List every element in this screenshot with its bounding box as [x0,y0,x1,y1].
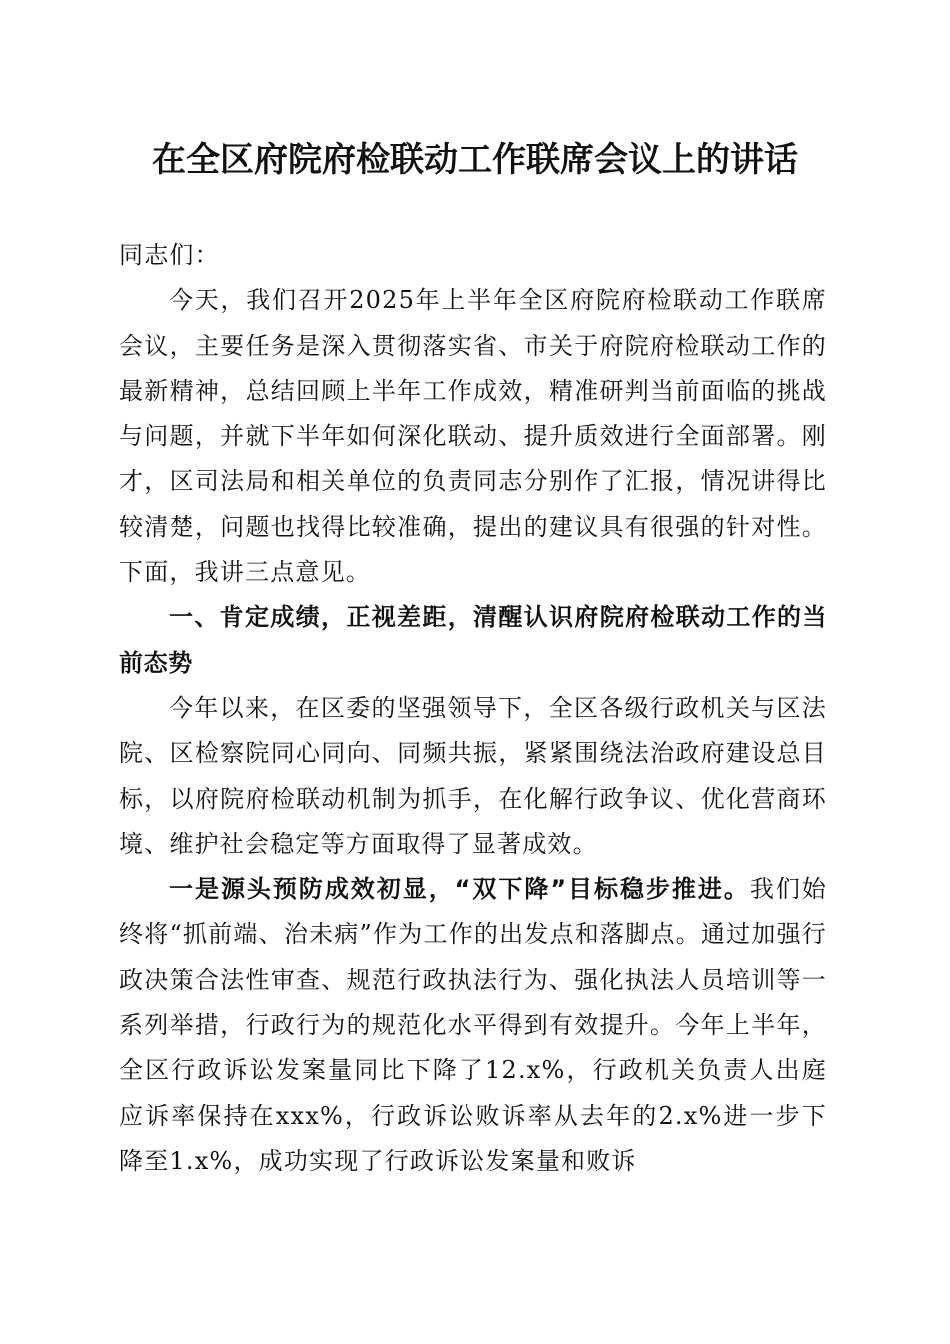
point-one-text: 我们始终将“抓前端、治未病”作为工作的出发点和落脚点。通过加强行政决策合法性审查、规范行政执法行为、强化执法人员培训等一系列举措，行政行为的规范化水平得到有效提升。今年上半年，全区行政诉讼发案量同比下降了12.x%，行政机关负责人出庭应诉率保持在xxx%，行政诉讼败诉率从去年的2.x%进一步下降至1.x%，成功实现了行政诉讼发案量和败诉 [119,875,827,1175]
section-one-paragraph: 今年以来，在区委的坚强领导下，全区各级行政机关与区法院、区检察院同心同向、同频共振，紧紧围绕法治政府建设总目标，以府院府检联动机制为抓手，在化解行政争议、优化营商环境、维护社会稳定等方面取得了显著成效。 [119,693,827,858]
salutation: 同志们： [119,241,220,269]
point-one-lead: 一是源头预防成效初显，“双下降”目标稳步推进。 [169,875,750,904]
document-body [119,233,827,1184]
section-one-heading: 一、肯定成绩，正视差距，清醒认识府院府检联动工作的当前态势 [119,603,827,677]
point-one-paragraph [119,867,827,1184]
intro-paragraph: 今天，我们召开2025年上半年全区府院府检联动工作联席会议，主要任务是深入贯彻落实省、市关于府院府检联动工作的最新精神，总结回顾上半年工作成效，精准研判当前面临的挑战与问题，并就下半年如何深化联动、提升质效进行全面部署。刚才，区司法局和相关单位的负责同志分别作了汇报，情况讲得比较清楚，问题也找得比较准确，提出的建议具有很强的针对性。下面，我讲三点意见。 [119,286,827,587]
document-title: 在全区府院府检联动工作联席会议上的讲话 [152,140,798,180]
